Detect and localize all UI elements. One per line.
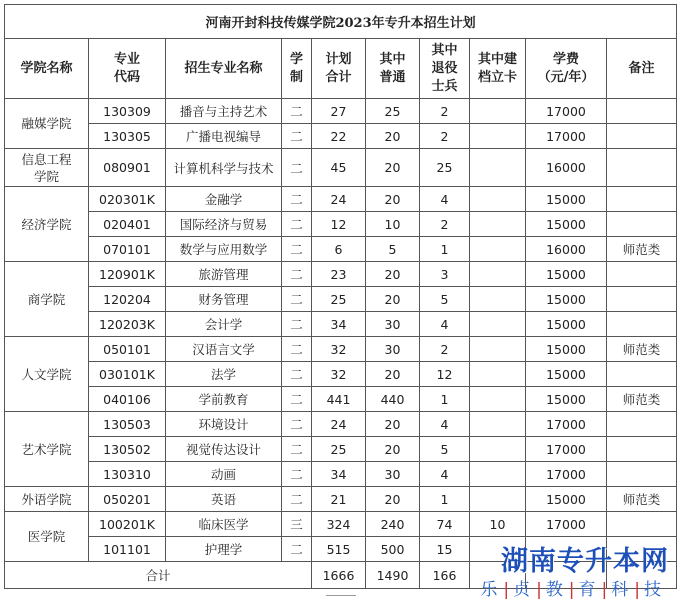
tuition-cell: 16000 (526, 237, 607, 262)
watermark-char: 技 (644, 580, 667, 600)
plan-total-cell: 32 (312, 362, 366, 387)
table-row (5, 262, 677, 287)
years-cell: 三 (282, 512, 312, 537)
table-row (5, 487, 677, 512)
tuition-cell: 17000 (526, 462, 607, 487)
plan-total-cell: 24 (312, 412, 366, 437)
major-name-cell: 财务管理 (166, 287, 282, 312)
major-code-cell: 080901 (89, 149, 166, 187)
veteran-count-cell: 12 (420, 362, 470, 387)
poverty-count-cell: 10 (470, 512, 526, 537)
watermark-char: 教 (545, 580, 569, 600)
tuition-cell: 17000 (526, 437, 607, 462)
major-name-cell: 汉语言文学 (166, 337, 282, 362)
poverty-count-cell (470, 212, 526, 237)
college-name-cell: 信息工程 学院 (5, 149, 89, 187)
poverty-count-cell (470, 287, 526, 312)
table-row (5, 149, 677, 187)
major-code-cell: 130502 (89, 437, 166, 462)
major-code-cell: 101101 (89, 537, 166, 562)
tuition-cell: 15000 (526, 337, 607, 362)
years-cell: 二 (282, 537, 312, 562)
table-row (5, 187, 677, 212)
poverty-count-cell (470, 124, 526, 149)
college-name-cell: 人文学院 (5, 337, 89, 412)
normal-count-cell: 20 (366, 187, 420, 212)
tuition-cell: 15000 (526, 387, 607, 412)
note-cell (607, 362, 677, 387)
note-cell (607, 412, 677, 437)
header-note: 备注 (607, 39, 677, 99)
poverty-count-cell (470, 99, 526, 124)
years-cell: 二 (282, 337, 312, 362)
tuition-cell: 16000 (526, 149, 607, 187)
veteran-count-cell: 2 (420, 124, 470, 149)
note-cell (607, 287, 677, 312)
plan-total-cell: 25 (312, 287, 366, 312)
major-code-cell: 050201 (89, 487, 166, 512)
header-college: 学院名称 (5, 39, 89, 99)
tuition-cell: 15000 (526, 312, 607, 337)
table-row (5, 412, 677, 437)
enrollment-plan-table (4, 4, 677, 589)
totals-plan-cell: 1666 (312, 562, 366, 589)
years-cell: 二 (282, 412, 312, 437)
header-veteran: 其中 退役 士兵 (420, 39, 470, 99)
watermark-subtitle (480, 575, 667, 600)
years-cell: 二 (282, 487, 312, 512)
major-name-cell: 护理学 (166, 537, 282, 562)
normal-count-cell: 20 (366, 362, 420, 387)
normal-count-cell: 20 (366, 487, 420, 512)
normal-count-cell: 240 (366, 512, 420, 537)
table-row (5, 212, 677, 237)
normal-count-cell: 20 (366, 412, 420, 437)
veteran-count-cell: 25 (420, 149, 470, 187)
veteran-count-cell: 5 (420, 437, 470, 462)
plan-total-cell: 22 (312, 124, 366, 149)
table-row (5, 512, 677, 537)
note-cell (607, 512, 677, 537)
tuition-cell: 15000 (526, 362, 607, 387)
veteran-count-cell: 74 (420, 512, 470, 537)
plan-total-cell: 25 (312, 437, 366, 462)
plan-total-cell: 24 (312, 187, 366, 212)
tuition-cell: 17000 (526, 512, 607, 537)
note-cell (607, 312, 677, 337)
watermark-separator: | (568, 580, 579, 600)
major-code-cell: 070101 (89, 237, 166, 262)
years-cell: 二 (282, 287, 312, 312)
normal-count-cell: 440 (366, 387, 420, 412)
note-cell (607, 99, 677, 124)
poverty-count-cell (470, 412, 526, 437)
major-name-cell: 法学 (166, 362, 282, 387)
table-row (5, 287, 677, 312)
normal-count-cell: 30 (366, 462, 420, 487)
tuition-cell: 17000 (526, 412, 607, 437)
note-cell (607, 124, 677, 149)
table-row (5, 124, 677, 149)
normal-count-cell: 500 (366, 537, 420, 562)
note-cell: 师范类 (607, 237, 677, 262)
tuition-cell: 15000 (526, 487, 607, 512)
normal-count-cell: 10 (366, 212, 420, 237)
college-name-cell: 经济学院 (5, 187, 89, 262)
years-cell: 二 (282, 462, 312, 487)
major-name-cell: 会计学 (166, 312, 282, 337)
table-row (5, 337, 677, 362)
header-total: 计划 合计 (312, 39, 366, 99)
years-cell: 二 (282, 237, 312, 262)
veteran-count-cell: 2 (420, 337, 470, 362)
major-name-cell: 数学与应用数学 (166, 237, 282, 262)
years-cell: 二 (282, 387, 312, 412)
note-cell: 师范类 (607, 337, 677, 362)
plan-total-cell: 441 (312, 387, 366, 412)
college-name-cell: 融媒学院 (5, 99, 89, 149)
watermark-char: 贞 (513, 580, 537, 600)
normal-count-cell: 5 (366, 237, 420, 262)
note-cell (607, 187, 677, 212)
veteran-count-cell: 4 (420, 412, 470, 437)
major-name-cell: 国际经济与贸易 (166, 212, 282, 237)
poverty-count-cell (470, 237, 526, 262)
years-cell: 二 (282, 362, 312, 387)
note-cell: 师范类 (607, 487, 677, 512)
years-cell: 二 (282, 212, 312, 237)
table-row (5, 99, 677, 124)
plan-total-cell: 515 (312, 537, 366, 562)
normal-count-cell: 20 (366, 287, 420, 312)
veteran-count-cell: 4 (420, 312, 470, 337)
note-cell: 师范类 (607, 387, 677, 412)
major-code-cell: 130305 (89, 124, 166, 149)
watermark-char: 乐 (480, 580, 504, 600)
veteran-count-cell: 1 (420, 387, 470, 412)
tuition-cell: 15000 (526, 212, 607, 237)
college-name-cell: 外语学院 (5, 487, 89, 512)
major-code-cell: 120203K (89, 312, 166, 337)
major-name-cell: 播音与主持艺术 (166, 99, 282, 124)
major-code-cell: 120204 (89, 287, 166, 312)
major-name-cell: 视觉传达设计 (166, 437, 282, 462)
veteran-count-cell: 4 (420, 187, 470, 212)
poverty-count-cell (470, 487, 526, 512)
years-cell: 二 (282, 149, 312, 187)
poverty-count-cell (470, 337, 526, 362)
header-fee: 学费 （元/年） (526, 39, 607, 99)
plan-total-cell: 21 (312, 487, 366, 512)
header-code: 专业 代码 (89, 39, 166, 99)
note-cell (607, 149, 677, 187)
years-cell: 二 (282, 312, 312, 337)
tuition-cell: 17000 (526, 124, 607, 149)
plan-total-cell: 34 (312, 462, 366, 487)
years-cell: 二 (282, 99, 312, 124)
table-row (5, 387, 677, 412)
normal-count-cell: 25 (366, 99, 420, 124)
poverty-count-cell (470, 312, 526, 337)
veteran-count-cell: 2 (420, 212, 470, 237)
watermark-separator: | (536, 580, 546, 600)
normal-count-cell: 20 (366, 149, 420, 187)
years-cell: 二 (282, 187, 312, 212)
tuition-cell: 17000 (526, 99, 607, 124)
veteran-count-cell: 1 (420, 487, 470, 512)
poverty-count-cell (470, 387, 526, 412)
watermark-separator: | (634, 580, 644, 600)
normal-count-cell: 20 (366, 124, 420, 149)
major-code-cell: 100201K (89, 512, 166, 537)
major-name-cell: 动画 (166, 462, 282, 487)
plan-total-cell: 324 (312, 512, 366, 537)
scroll-marker (326, 595, 356, 602)
plan-total-cell: 32 (312, 337, 366, 362)
poverty-count-cell (470, 462, 526, 487)
major-name-cell: 学前教育 (166, 387, 282, 412)
major-code-cell: 120901K (89, 262, 166, 287)
tuition-cell: 15000 (526, 187, 607, 212)
major-code-cell: 020401 (89, 212, 166, 237)
poverty-count-cell (470, 187, 526, 212)
college-name-cell: 医学院 (5, 512, 89, 562)
tuition-cell: 15000 (526, 262, 607, 287)
note-cell (607, 212, 677, 237)
years-cell: 二 (282, 124, 312, 149)
normal-count-cell: 20 (366, 262, 420, 287)
major-code-cell: 130503 (89, 412, 166, 437)
veteran-count-cell: 2 (420, 99, 470, 124)
plan-total-cell: 34 (312, 312, 366, 337)
years-cell: 二 (282, 437, 312, 462)
major-name-cell: 金融学 (166, 187, 282, 212)
header-poverty: 其中建 档立卡 (470, 39, 526, 99)
major-code-cell: 030101K (89, 362, 166, 387)
note-cell (607, 462, 677, 487)
veteran-count-cell: 5 (420, 287, 470, 312)
years-cell: 二 (282, 262, 312, 287)
major-name-cell: 广播电视编导 (166, 124, 282, 149)
watermark-char: 科 (611, 580, 635, 600)
major-code-cell: 130310 (89, 462, 166, 487)
normal-count-cell: 20 (366, 437, 420, 462)
watermark-separator: | (503, 580, 514, 600)
veteran-count-cell: 3 (420, 262, 470, 287)
watermark-separator: | (601, 580, 612, 600)
veteran-count-cell: 15 (420, 537, 470, 562)
note-cell (607, 262, 677, 287)
poverty-count-cell (470, 262, 526, 287)
totals-label: 合计 (5, 562, 312, 589)
table-row (5, 462, 677, 487)
header-major: 招生专业名称 (166, 39, 282, 99)
poverty-count-cell (470, 437, 526, 462)
note-cell (607, 437, 677, 462)
watermark-char: 育 (578, 580, 602, 600)
table-title: 河南开封科技传媒学院2023年专升本招生计划 (5, 5, 677, 39)
table-row (5, 437, 677, 462)
watermark-logo (479, 539, 679, 600)
poverty-count-cell (470, 362, 526, 387)
major-name-cell: 环境设计 (166, 412, 282, 437)
header-normal: 其中 普通 (366, 39, 420, 99)
table-row (5, 312, 677, 337)
major-code-cell: 050101 (89, 337, 166, 362)
watermark-title: 湖南专升本网 (501, 546, 669, 577)
major-code-cell: 040106 (89, 387, 166, 412)
plan-total-cell: 12 (312, 212, 366, 237)
tuition-cell: 15000 (526, 287, 607, 312)
major-code-cell: 130309 (89, 99, 166, 124)
poverty-count-cell (470, 149, 526, 187)
plan-total-cell: 27 (312, 99, 366, 124)
normal-count-cell: 30 (366, 337, 420, 362)
totals-veteran-cell: 166 (420, 562, 470, 589)
table-row (5, 237, 677, 262)
college-name-cell: 商学院 (5, 262, 89, 337)
header-years: 学 制 (282, 39, 312, 99)
major-name-cell: 英语 (166, 487, 282, 512)
major-name-cell: 旅游管理 (166, 262, 282, 287)
normal-count-cell: 30 (366, 312, 420, 337)
veteran-count-cell: 1 (420, 237, 470, 262)
table-row (5, 362, 677, 387)
plan-total-cell: 23 (312, 262, 366, 287)
major-name-cell: 临床医学 (166, 512, 282, 537)
totals-normal-cell: 1490 (366, 562, 420, 589)
college-name-cell: 艺术学院 (5, 412, 89, 487)
veteran-count-cell: 4 (420, 462, 470, 487)
major-name-cell: 计算机科学与技术 (166, 149, 282, 187)
major-code-cell: 020301K (89, 187, 166, 212)
plan-total-cell: 6 (312, 237, 366, 262)
plan-total-cell: 45 (312, 149, 366, 187)
